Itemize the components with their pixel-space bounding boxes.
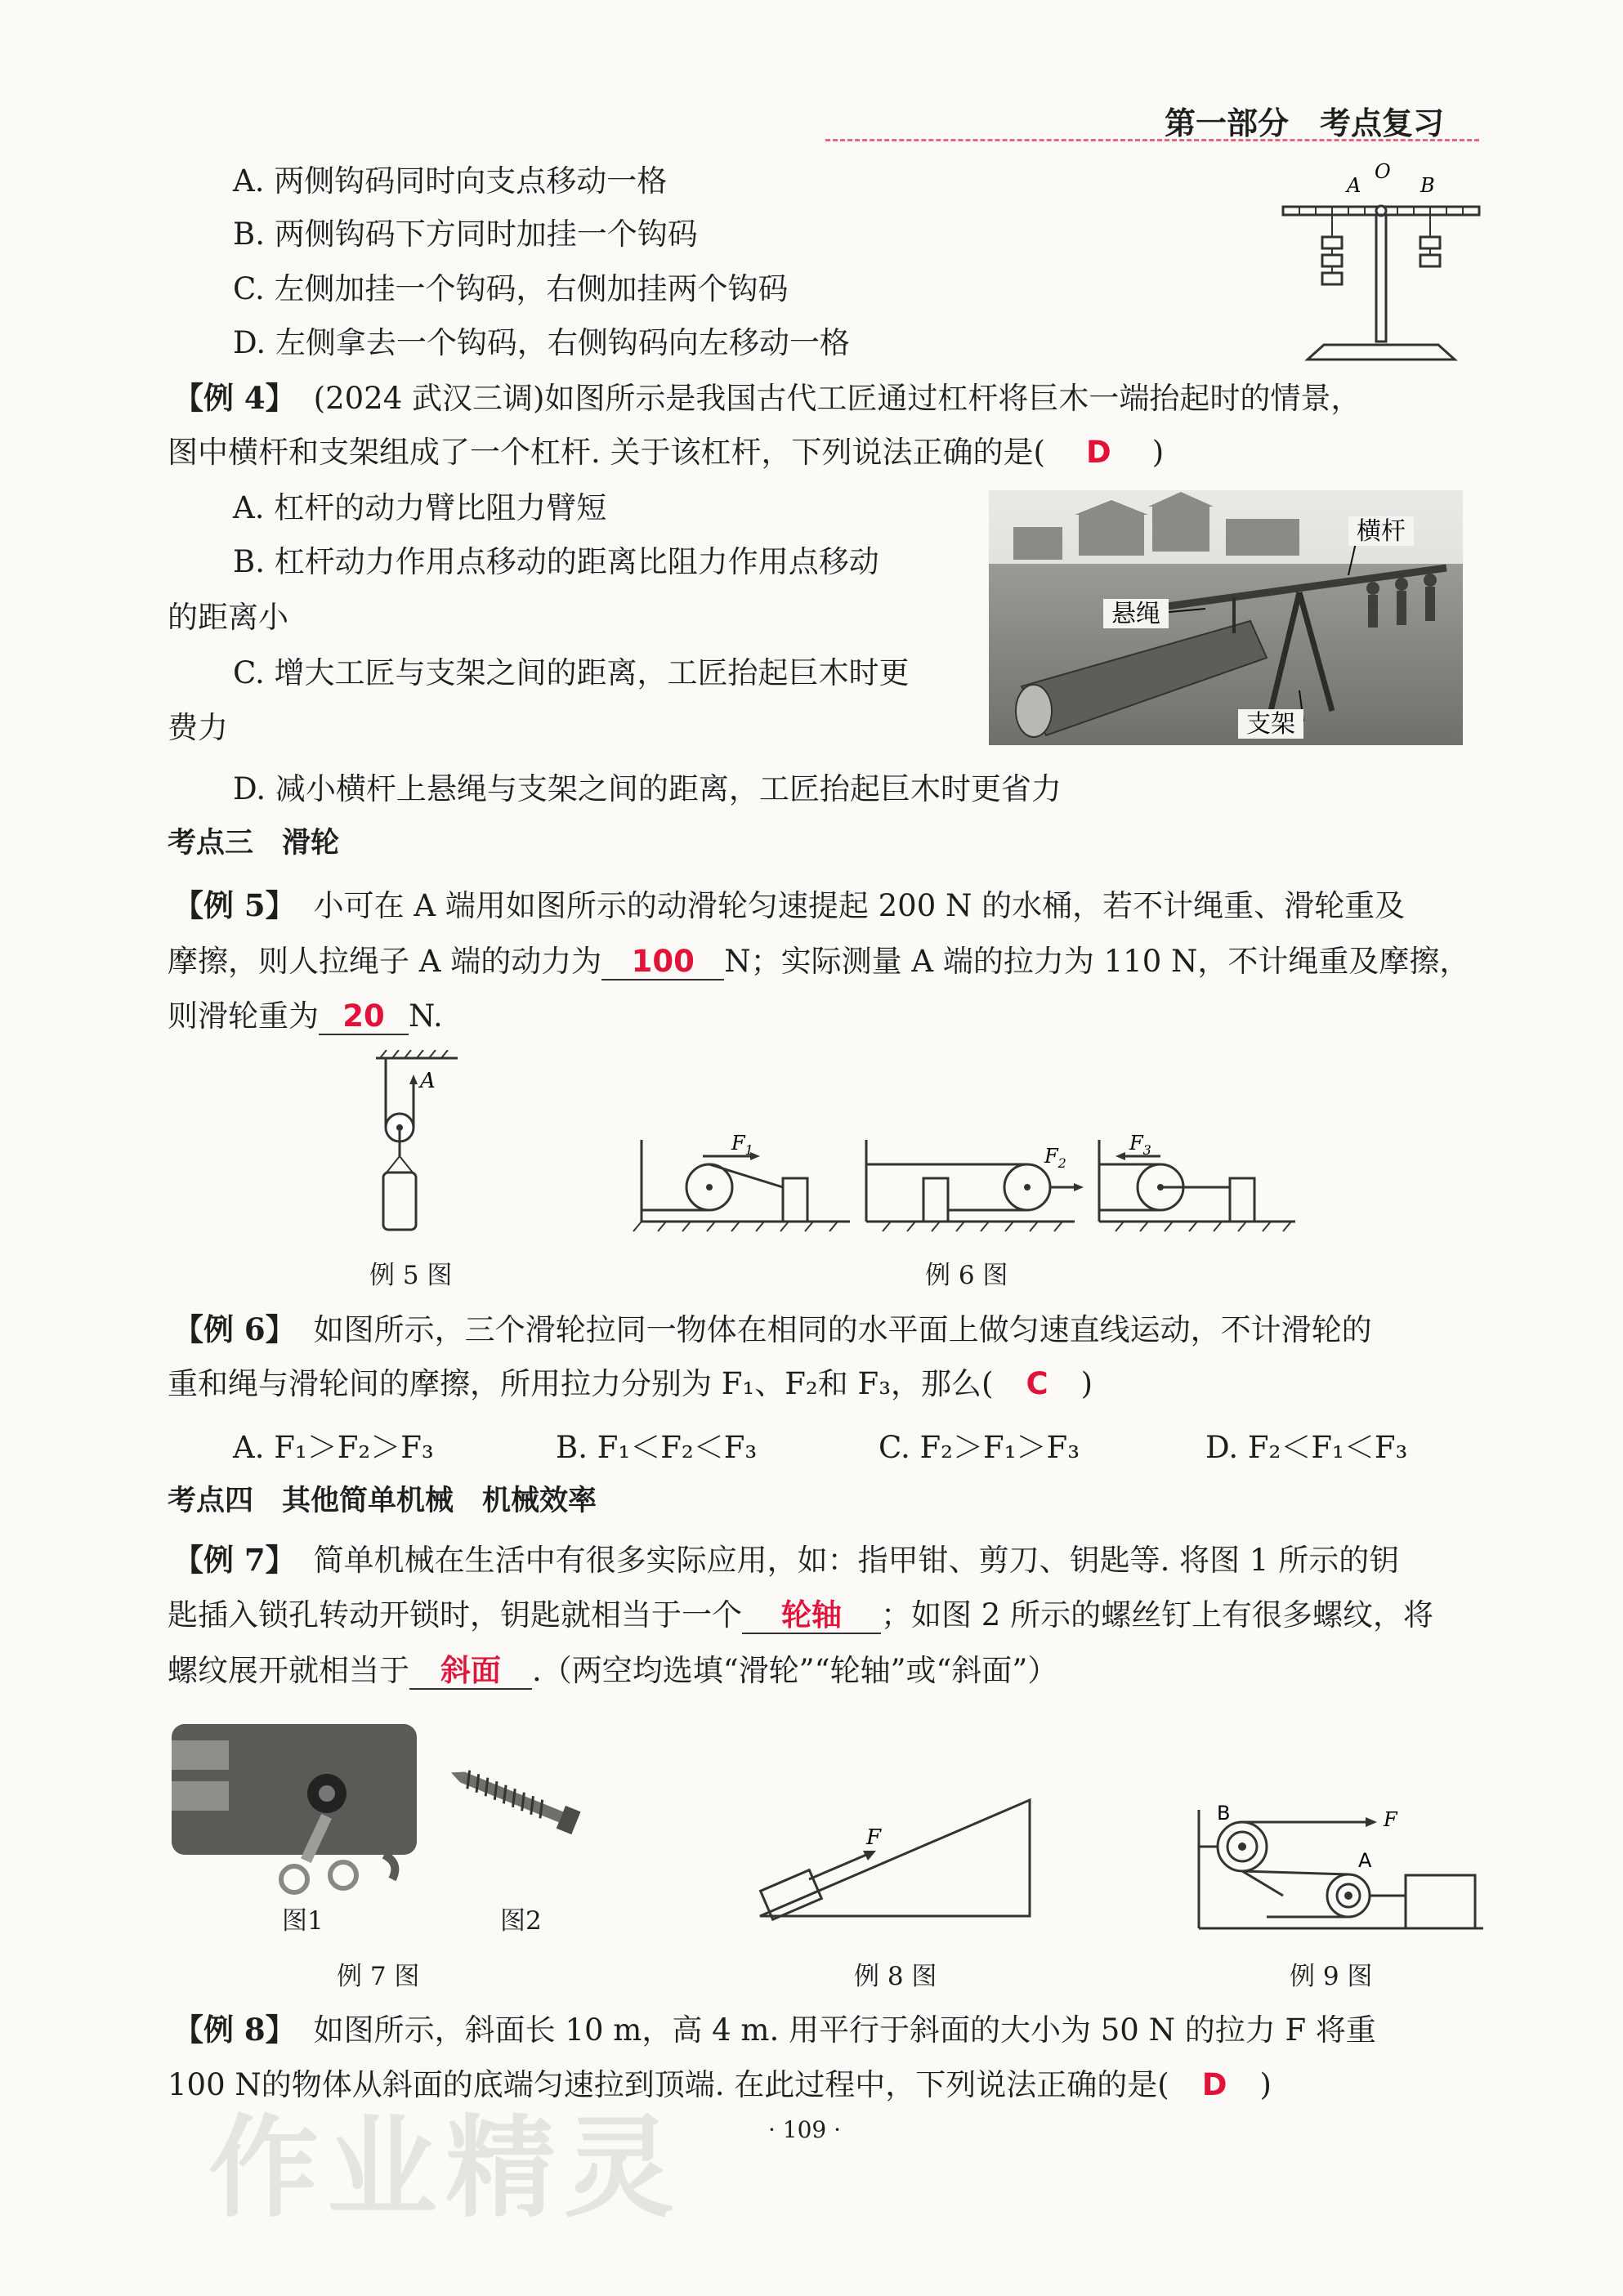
ex7-tag: 【例 7】 [173,1542,296,1578]
ex6-option-d: D. F₂＜F₁＜F₃ [1205,1430,1408,1465]
ex9-fig-label-a: A [1358,1849,1372,1872]
ex7-answer-2: 斜面 [440,1653,501,1688]
ex4-stem-line2 [168,433,1164,472]
ex8-answer: D [1201,2067,1227,2102]
section-4-heading: 考点四 其他简单机械 机械效率 [168,1485,597,1517]
ex9-caption: 例 9 图 [1290,1962,1373,1991]
ex7-fig1-label: 图1 [282,1906,324,1936]
ex3-option-a: A. 两侧钩码同时向支点移动一格 [233,163,668,199]
ex5-line3 [168,997,443,1036]
ex6-pulley-figure [629,1132,1299,1238]
lever-label-o: O [1375,160,1391,183]
ex5-line1 [173,886,1405,926]
ex7-line2 [168,1596,1433,1635]
ancient-lever-photo [989,490,1463,745]
ex7-line3 [168,1651,1057,1691]
ex7-caption: 例 7 图 [337,1962,420,1991]
ex8-text1: 如图所示，斜面长 10 m，高 4 m. 用平行于斜面的大小为 50 N 的拉力 F 将重 [313,2012,1376,2048]
ex4-stem-text2: 图中横杆和支架组成了一个杠杆. 关于该杠杆，下列说法正确的是( [168,435,1045,470]
ex8-close-paren: ) [1259,2067,1272,2102]
ex7-lock-key-photo [163,1716,433,1896]
ex4-option-c2: 费力 [168,710,228,745]
ex5-fig-label-a: A [420,1069,436,1093]
ex3-option-b: B. 两侧钩码下方同时加挂一个钩码 [233,217,698,252]
ex4-option-c1: C. 增大工匠与支架之间的距离，工匠抬起巨木时更 [233,655,910,690]
page-number: · 109 · [768,2116,842,2143]
ex6-line1 [173,1310,1372,1350]
ex3-option-c: C. 左侧加挂一个钩码，右侧加挂两个钩码 [233,271,789,306]
ex5-text2a: 摩擦，则人拉绳子 A 端的动力为 [168,944,602,979]
ex4-answer: D [1085,435,1111,470]
lever-label-b: B [1420,174,1435,197]
header-rule [825,139,1479,141]
ex5-pulley-figure [360,1050,474,1242]
ex8-line1 [173,2010,1376,2050]
ex6-answer: C [1026,1366,1048,1401]
photo-label-frame: 支架 [1246,710,1295,739]
ex6-option-b: B. F₁＜F₂＜F₃ [556,1430,758,1465]
lever-label-a: A [1347,174,1361,197]
ex4-close-paren: ) [1151,435,1165,470]
ex6-line2 [168,1365,1093,1404]
ex7-text2a: 匙插入锁孔转动开锁时，钥匙就相当于一个 [168,1597,742,1633]
ex7-fig2-label: 图2 [500,1906,542,1936]
ex9-pulley-block-figure [1189,1802,1491,1941]
ex5-caption: 例 5 图 [369,1261,453,1290]
page-header-title: 第一部分 考点复习 [1165,105,1445,141]
ex8-tag: 【例 8】 [173,2012,296,2048]
svg-text:F3: $F_3$ [1129,1132,1151,1158]
ex5-text2b: N；实际测量 A 端的拉力为 110 N，不计绳重及摩擦， [724,944,1470,979]
ex5-line2 [168,942,1469,981]
ex4-stem-text1: (2024 武汉三调)如图所示是我国古代工匠通过杠杆将巨木一端抬起时的情景， [313,381,1361,416]
ex5-text1: 小可在 A 端用如图所示的动滑轮匀速提起 200 N 的水桶，若不计绳重、滑轮重及 [313,888,1406,923]
ex4-option-a: A. 杠杆的动力臂比阻力臂短 [233,490,607,525]
ex6-tag: 【例 6】 [173,1311,296,1347]
ex6-option-c: C. F₂＞F₁＞F₃ [879,1430,1080,1465]
ex8-caption: 例 8 图 [854,1962,937,1991]
ex5-answer-1: 100 [631,944,695,979]
ex5-tag: 【例 5】 [173,887,296,923]
ex9-fig-label-b: B [1217,1802,1231,1825]
ex7-answer-1: 轮轴 [781,1597,842,1633]
ex7-text1: 简单机械在生活中有很多实际应用，如：指甲钳、剪刀、钥匙等. 将图 1 所示的钥 [313,1543,1400,1578]
watermark-text: 作业精灵 [208,2104,682,2232]
svg-text:F2: $F_2$ [1044,1145,1066,1171]
ex7-text2b: ；如图 2 所示的螺丝钉上有很多螺纹，将 [881,1597,1434,1633]
ex6-text1: 如图所示，三个滑轮拉同一物体在相同的水平面上做匀速直线运动，不计滑轮的 [313,1312,1372,1347]
ex4-stem-line1 [173,378,1361,418]
ex5-text3a: 则滑轮重为 [168,998,319,1034]
lever-balance-figure [1275,155,1487,368]
ex7-screw-photo [445,1757,601,1847]
ex9-fig-label-f: F [1384,1808,1397,1831]
ex5-answer-2: 20 [342,998,385,1034]
ex7-text3b: .（两空均选填“滑轮”“轮轴”或“斜面”） [532,1653,1058,1688]
ex6-close-paren: ) [1080,1366,1093,1401]
ex6-caption: 例 6 图 [925,1261,1008,1290]
photo-label-crossbar: 横杆 [1357,517,1406,546]
ex8-incline-figure [752,1793,1038,1924]
ex7-text3a: 螺纹展开就相当于 [168,1653,409,1688]
ex8-fig-label-f: F [866,1825,882,1850]
ex8-text2: 100 N的物体从斜面的底端匀速拉到顶端. 在此过程中，下列说法正确的是( [168,2067,1169,2102]
ex6-text2: 重和绳与滑轮间的摩擦，所用拉力分别为 F₁、F₂和 F₃，那么( [168,1366,994,1401]
photo-label-rope: 悬绳 [1111,600,1160,628]
ex4-option-b1: B. 杠杆动力作用点移动的距离比阻力作用点移动 [233,544,879,579]
section-3-heading: 考点三 滑轮 [168,827,340,860]
ex3-option-d: D. 左侧拿去一个钩码，右侧钩码向左移动一格 [233,325,850,360]
ex6-option-a: A. F₁＞F₂＞F₃ [233,1430,434,1465]
ex4-tag: 【例 4】 [173,380,296,416]
ex5-text3b: N. [409,998,443,1034]
ex4-option-d: D. 减小横杆上悬绳与支架之间的距离，工匠抬起巨木时更省力 [233,771,1062,806]
ex7-line1 [173,1540,1399,1580]
svg-text:F1: $F_1$ [731,1132,753,1158]
ex4-option-b2: 的距离小 [168,600,288,635]
